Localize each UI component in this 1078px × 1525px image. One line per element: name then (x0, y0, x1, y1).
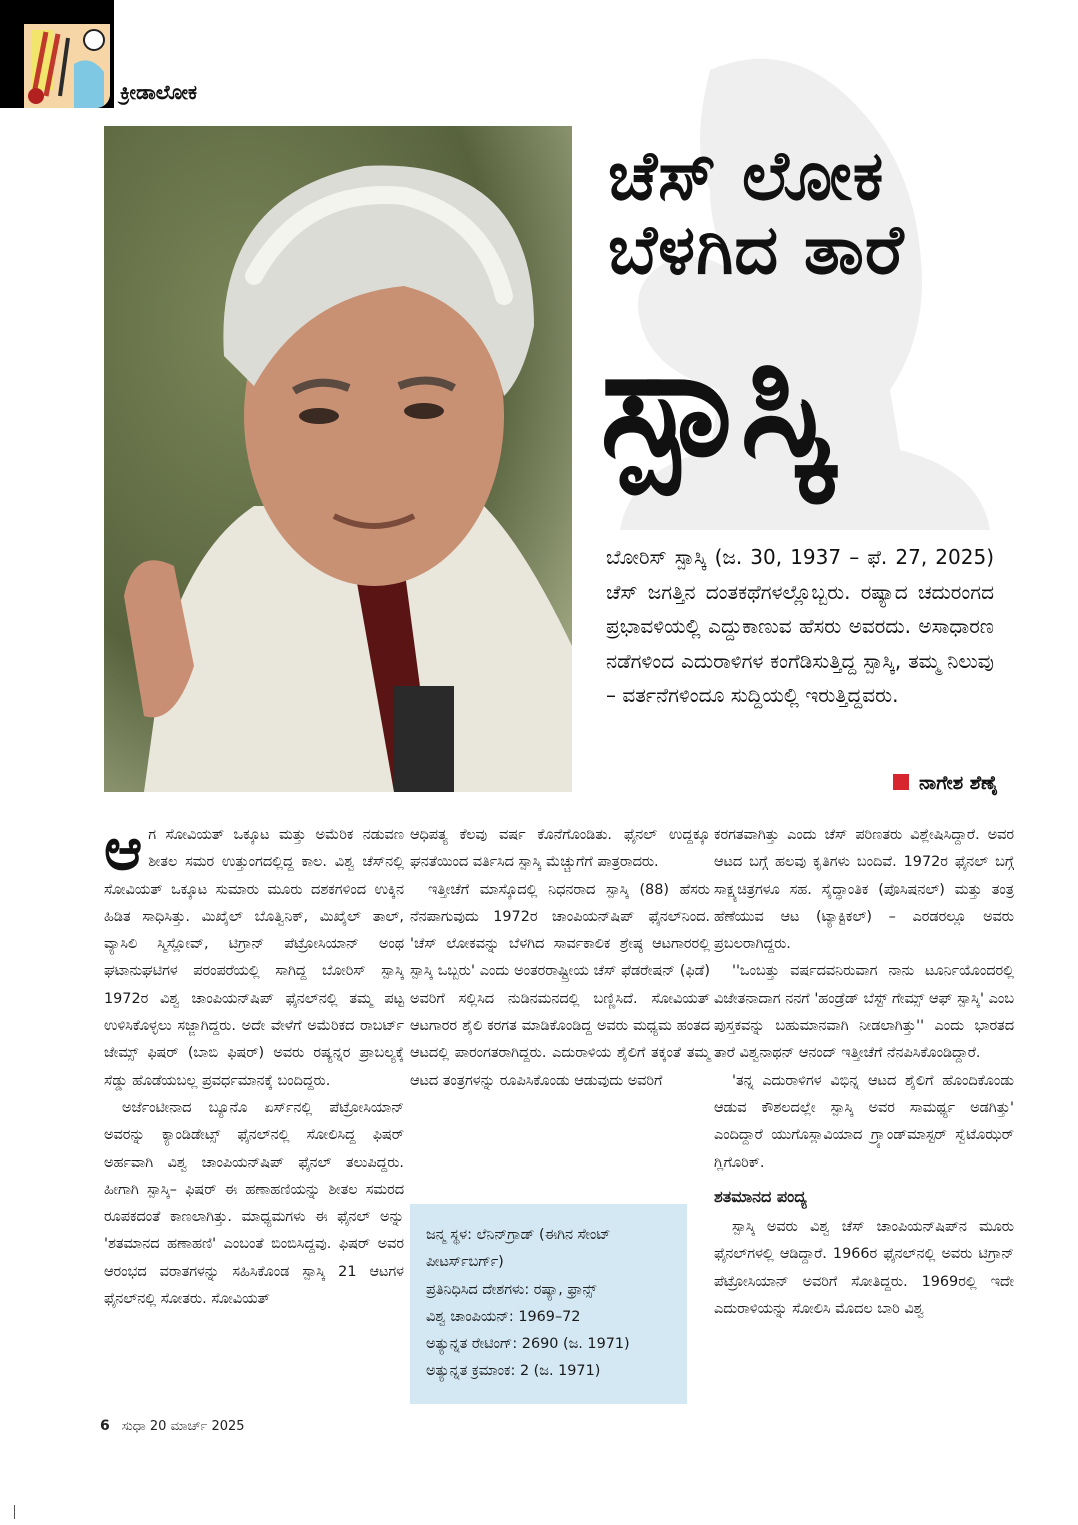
section-label: ಕ್ರೀಡಾಲೋಕ (120, 80, 198, 104)
fact-birthplace: ಜನ್ಮ ಸ್ಥಳ: ಲೆನಿನ್‌ಗ್ರಾಡ್ (ಈಗಿನ ಸೇಂಟ್ ಪೀಟರ್ಸ್‌ಬರ್ಗ್) (426, 1227, 611, 1271)
article-paragraph: ಅರ್ಜೆಂಟೀನಾದ ಬ್ಯೂನೊ ಏರ್ಸ್‌ನಲ್ಲಿ ಪೆಟ್ರೋಸಿಯಾನ್ ಅವರನ್ನು ಕ್ಯಾಂಡಿಡೇಟ್ಸ್ ಫೈನಲ್‌ನಲ್ಲಿ ಸೋಲಿಸಿದ್ದ ಫಿಷರ್ ಅರ್ಹವಾಗಿ ವಿಶ್ವ ಚಾಂಪಿಯನ್‌ಷಿಪ್ ಫೈನಲ್ ತಲುಪಿದ್ದರು. ಹೀಗಾಗಿ ಸ್ಪಾಸ್ಕಿ– ಫಿಷರ್ ಈ ಹಣಾಹಣಿಯನ್ನು ಶೀತಲ ಸಮರದ ರೂಪಕದಂತೆ ಕಾಣಲಾಗಿತ್ತು. ಮಾಧ್ಯಮಗಳು ಈ ಫೈನಲ್ ಅನ್ನು 'ಶತಮಾನದ ಹಣಾಹಣಿ' ಎಂಬಂತೆ ಬಿಂಬಿಸಿದ್ದವು. ಫಿಷರ್ ಅವರ ಆರಂಭದ ವರಾತಗಳನ್ನು ಸಹಿಸಿಕೊಂಡ ಸ್ಪಾಸ್ಕಿ 21 ಆಟಗಳ ಫೈನಲ್‌ನಲ್ಲಿ ಸೋತರು. ಸೋವಿಯತ್ (104, 1099, 404, 1308)
page-footer (100, 1418, 245, 1434)
article-subheading: ಶತಮಾನದ ಪಂದ್ಯ (714, 1186, 807, 1206)
portrait-photo (104, 126, 572, 792)
page-number: 6 (100, 1418, 110, 1434)
headline-line-2: ಬೆಳಗಿದ ತಾರೆ (608, 211, 905, 290)
red-square-icon (893, 774, 909, 790)
fact-rating: ಅತ್ಯುನ್ನತ ರೇಟಿಂಗ್: 2690 (ಜ. 1971) (426, 1336, 630, 1353)
drop-cap: ಆ (104, 815, 143, 883)
section-logo (0, 0, 114, 108)
article-paragraph: ''ಒಂಬತ್ತು ವರ್ಷದವನಿರುವಾಗ ನಾನು ಟೂರ್ನಿಯೊಂದರಲ್ಲಿ ವಿಜೇತನಾದಾಗ ನನಗೆ 'ಹಂಡ್ರೆಡ್ ಬೆಸ್ಟ್ ಗೇಮ್ಸ್ ಆಫ್ ಸ್ಪಾಸ್ಕಿ' ಎಂಬ ಪುಸ್ತಕವನ್ನು ಬಹುಮಾನವಾಗಿ ನೀಡಲಾಗಿತ್ತು'' ಎಂದು ಭಾರತದ ತಾರೆ ವಿಶ್ವನಾಥನ್ ಆನಂದ್ ಇತ್ತೀಚೆಗೆ ನೆನಪಿಸಿಕೊಂಡಿದ್ದಾರೆ. (714, 963, 1014, 1062)
article-paragraph: ಆಗ ಸೋವಿಯತ್ ಒಕ್ಕೂಟ ಮತ್ತು ಅಮೆರಿಕ ನಡುವಣ ಶೀತಲ ಸಮರ ಉತ್ತುಂಗದಲ್ಲಿದ್ದ ಕಾಲ. ವಿಶ್ವ ಚೆಸ್‌ನಲ್ಲಿ ಸೋವಿಯತ್ ಒಕ್ಕೂಟ ಸುಮಾರು ಮೂರು ದಶಕಗಳಿಂದ ಉಕ್ಕಿನ ಹಿಡಿತ ಸಾಧಿಸಿತ್ತು. ಮಿಖೈಲ್ ಬೊತ್ವಿನಿಕ್, ಮಿಖೈಲ್ ತಾಲ್, ವ್ಯಾಸಿಲಿ ಸ್ಮಿಸ್ಲೋವ್, ಟಿಗ್ರಾನ್ ಪೆಟ್ರೋಸಿಯಾನ್ ಅಂಥ ಘಟಾನುಘಟಿಗಳ ಪರಂಪರೆಯಲ್ಲಿ ಸಾಗಿದ್ದ ಬೋರಿಸ್ ಸ್ಪಾಸ್ಕಿ 1972ರ ವಿಶ್ವ ಚಾಂಪಿಯನ್‌ಷಿಪ್ ಫೈನಲ್‌ನಲ್ಲಿ ತಮ್ಮ ಪಟ್ಟ ಉಳಿಸಿಕೊಳ್ಳಲು ಸಜ್ಜಾಗಿದ್ದರು. ಅದೇ ವೇಳೆಗೆ ಅಮೆರಿಕದ ರಾಬರ್ಟ್ ಜೇಮ್ಸ್ ಫಿಷರ್ (ಬಾಬಿ ಫಿಷರ್) ಅವರು ರಷ್ಯನ್ನರ ಪ್ರಾಬಲ್ಯಕ್ಕೆ ಸೆಡ್ಡು ಹೊಡೆಯಬಲ್ಲ ಪ್ರವರ್ಧಮಾನಕ್ಕೆ ಬಂದಿದ್ದರು. (104, 815, 404, 1089)
fact-rank: ಅತ್ಯುನ್ನತ ಕ್ರಮಾಂಕ: 2 (ಜ. 1971) (426, 1363, 601, 1380)
author-name: ನಾಗೇಶ ಶೆಣೈ (918, 772, 998, 794)
article-paragraph: ಇತ್ತೀಚೆಗೆ ಮಾಸ್ಕೊದಲ್ಲಿ ನಿಧನರಾದ ಸ್ಪಾಸ್ಕಿ (88) ಹೆಸರು ನೆನಪಾಗುವುದು 1972ರ ಚಾಂಪಿಯನ್‌ಷಿಪ್ ಫೈನಲ್‌ನಿಂದ. 'ಚೆಸ್ ಲೋಕವನ್ನು ಬೆಳಗಿದ ಸಾರ್ವಕಾಲಿಕ ಶ್ರೇಷ್ಠ ಆಟಗಾರರಲ್ಲಿ ಸ್ಪಾಸ್ಕಿ ಒಬ್ಬರು' ಎಂದು ಅಂತರರಾಷ್ಟ್ರೀಯ ಚೆಸ್ ಫೆಡರೇಷನ್ (ಫಿಡೆ) ಅವರಿಗೆ ಸಲ್ಲಿಸಿದ ನುಡಿನಮನದಲ್ಲಿ ಬಣ್ಣಿಸಿದೆ. ಸೋವಿಯತ್ ಆಟಗಾರರ ಶೈಲಿ ಕರಗತ ಮಾಡಿಕೊಂಡಿದ್ದ ಅವರು ಮಧ್ಯಮ ಹಂತದ ಆಟದಲ್ಲಿ ಪಾರಂಗತರಾಗಿದ್ದರು. ಎದುರಾಳಿಯ ಶೈಲಿಗೆ ತಕ್ಕಂತೆ ತಮ್ಮ ಆಟದ ತಂತ್ರಗಳನ್ನು ರೂಪಿಸಿಕೊಂಡು ಆಡುವುದು ಅವರಿಗೆ (410, 881, 710, 1089)
article-paragraph: ಸ್ಪಾಸ್ಕಿ ಅವರು ವಿಶ್ವ ಚೆಸ್ ಚಾಂಪಿಯನ್‌ಷಿಪ್‌ನ ಮೂರು ಫೈನಲ್‌ಗಳಲ್ಲಿ ಆಡಿದ್ದಾರೆ. 1966ರ ಫೈನಲ್‌ನಲ್ಲಿ ಅವರು ಟಿಗ್ರಾನ್ ಪೆಟ್ರೋಸಿಯಾನ್ ಅವರಿಗೆ ಸೋತಿದ್ದರು. 1969ರಲ್ಲಿ ಇದೇ ಎದುರಾಳಿಯನ್ನು ಸೋಲಿಸಿ ಮೊದಲ ಬಾರಿ ವಿಶ್ವ (714, 1219, 1014, 1318)
fact-champion: ವಿಶ್ವ ಚಾಂಪಿಯನ್: 1969–72 (426, 1308, 581, 1325)
article-paragraph: 'ತನ್ನ ಎದುರಾಳಿಗಳ ವಿಭಿನ್ನ ಆಟದ ಶೈಲಿಗೆ ಹೊಂದಿಕೊಂಡು ಆಡುವ ಕೌಶಲದಲ್ಲೇ ಸ್ಪಾಸ್ಕಿ ಅವರ ಸಾಮರ್ಥ್ಯ ಅಡಗಿತ್ತು' ಎಂದಿದ್ದಾರೆ ಯುಗೊಸ್ಲಾವಿಯಾದ ಗ್ರ್ಯಾಂಡ್‌ಮಾಸ್ಟರ್ ಸ್ವೆಟೊಝರ್ ಗ್ಲಿಗೊರಿಕ್. (714, 1072, 1014, 1171)
headline-title (608, 137, 1008, 290)
article-column-2 (410, 822, 710, 1095)
crop-mark (14, 1505, 15, 1519)
byline (893, 772, 998, 794)
fact-countries: ಪ್ರತಿನಿಧಿಸಿದ ದೇಶಗಳು: ರಷ್ಯಾ, ಫ್ರಾನ್ಸ್ (426, 1281, 597, 1298)
intro-paragraph: ಬೋರಿಸ್ ಸ್ಪಾಸ್ಕಿ (ಜ. 30, 1937 – ಫೆ. 27, 2025) ಚೆಸ್ ಜಗತ್ತಿನ ದಂತಕಥೆಗಳಲ್ಲೊಬ್ಬರು. ರಷ್ಯಾದ ಚದುರಂಗದ ಪ್ರಭಾವಳಿಯಲ್ಲಿ ಎದ್ದುಕಾಣುವ ಹೆಸರು ಅವರದು. ಅಸಾಧಾರಣ ನಡೆಗಳಿಂದ ಎದುರಾಳಿಗಳ ಕಂಗೆಡಿಸುತ್ತಿದ್ದ ಸ್ಪಾಸ್ಕಿ, ತಮ್ಮ ನಿಲುವು – ವರ್ತನೆಗಳಿಂದೂ ಸುದ್ದಿಯಲ್ಲಿ ಇರುತ್ತಿದ್ದವರು. (606, 545, 994, 708)
headline-line-1: ಚೆಸ್ ಲೋಕ (608, 137, 885, 216)
article-column-1 (104, 815, 404, 1313)
cricket-logo-icon (24, 24, 110, 108)
article-column-3 (714, 822, 1014, 1323)
article-paragraph: ಆಧಿಪತ್ಯ ಕೆಲವು ವರ್ಷ ಕೊನೆಗೊಂಡಿತು. ಫೈನಲ್ ಉದ್ದಕ್ಕೂ ಘನತೆಯಿಂದ ವರ್ತಿಸಿದ ಸ್ಪಾಸ್ಕಿ ಮೆಚ್ಚುಗೆಗೆ ಪಾತ್ರರಾದರು. (410, 827, 710, 871)
publication-date: ಸುಧಾ 20 ಮಾರ್ಚ್ 2025 (121, 1419, 245, 1434)
fact-box (410, 1204, 687, 1404)
headline-name: ಸ್ಪಾಸ್ಕಿ (600, 316, 831, 490)
article-paragraph: ಕರಗತವಾಗಿತ್ತು ಎಂದು ಚೆಸ್ ಪರಿಣತರು ವಿಶ್ಲೇಷಿಸಿದ್ದಾರೆ. ಅವರ ಆಟದ ಬಗ್ಗೆ ಹಲವು ಕೃತಿಗಳು ಬಂದಿವೆ. 1972ರ ಫೈನಲ್ ಬಗ್ಗೆ ಸಾಕ್ಷ್ಯಚಿತ್ರಗಳೂ ಸಹ. ಸೈದ್ಧಾಂತಿಕ (ಪೊಸಿಷನಲ್) ಮತ್ತು ತಂತ್ರ ಹೆಣೆಯುವ ಆಟ (ಟ್ಯಾಕ್ಟಿಕಲ್) – ಎರಡರಲ್ಲೂ ಅವರು ಪ್ರಬಲರಾಗಿದ್ದರು. (714, 827, 1014, 953)
